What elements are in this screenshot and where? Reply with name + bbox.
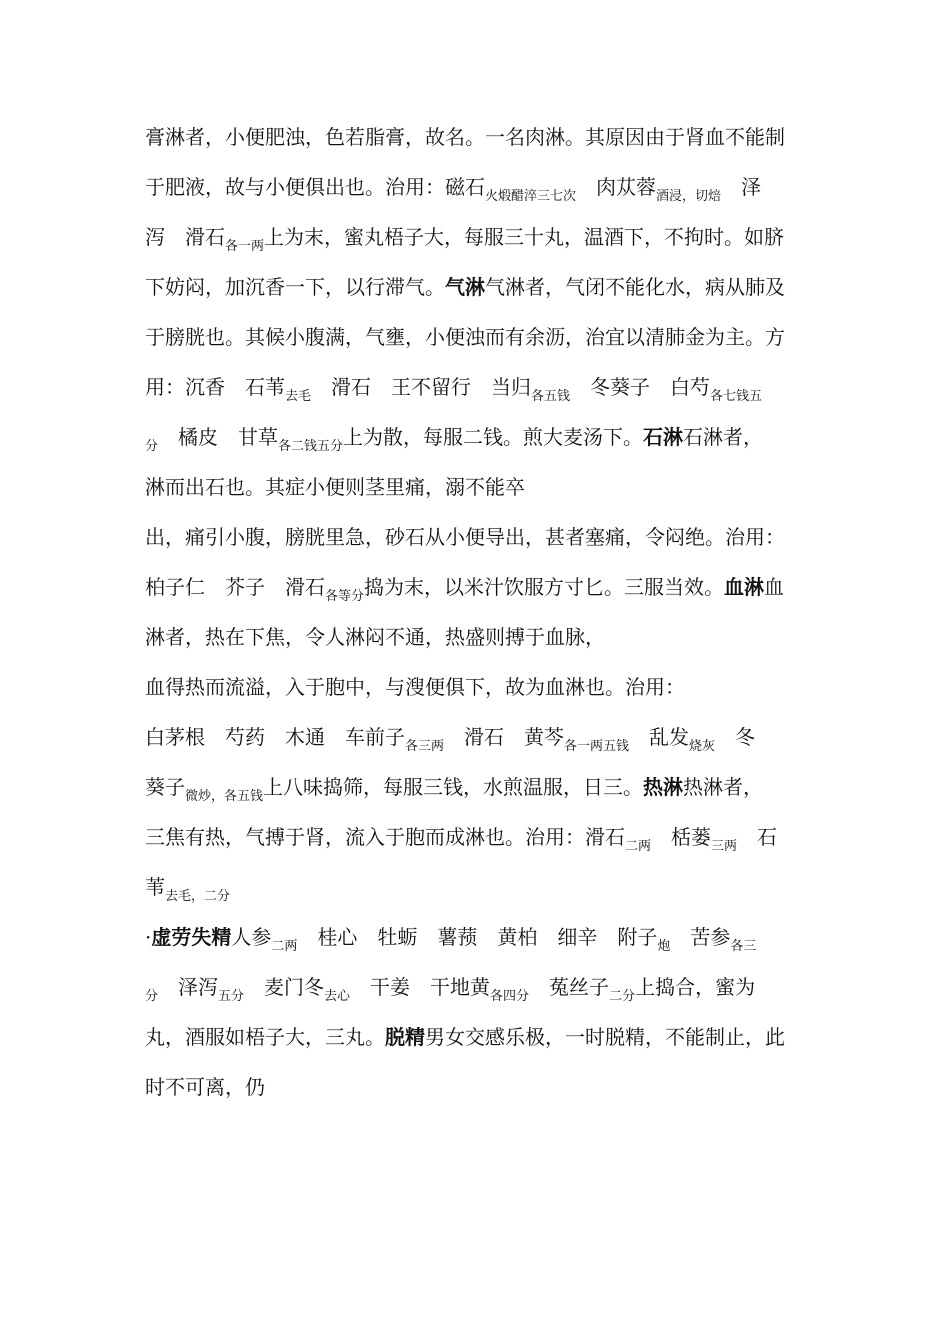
text-run: 菟丝子 (529, 975, 610, 999)
annotation-note: 微炒，各五钱 (185, 789, 264, 804)
annotation-note: 各二钱五分 (278, 439, 344, 454)
annotation-note: 二分 (609, 989, 636, 1004)
text-run: 三焦有热，气搏于肾，流入于胞而成淋也。治用：滑石 (145, 825, 625, 849)
text-line (145, 872, 230, 912)
text-line (145, 722, 755, 762)
text-line (145, 322, 785, 352)
annotation-note: 各七钱五 (710, 389, 763, 404)
annotation-note: 分 (145, 439, 159, 454)
text-line (145, 572, 784, 612)
text-run: 泻 滑石 (145, 225, 225, 249)
text-line (145, 922, 756, 962)
text-line (145, 472, 525, 502)
text-run: 人参 (231, 925, 272, 949)
text-run: 男女交感乐极，一时脱精，不能制止，此 (425, 1025, 785, 1049)
text-run: 膏淋者，小便肥浊，色若脂膏，故名。一名肉淋。其原因由于肾血不能制 (145, 125, 785, 149)
text-run: 冬 (715, 725, 756, 749)
text-run: 于肥液，故与小便俱出也。治用：磁石 (145, 175, 485, 199)
section-heading: 气淋 (445, 275, 485, 299)
text-run: 石 (737, 825, 778, 849)
text-line (145, 122, 785, 152)
text-line (145, 222, 784, 262)
text-line (145, 622, 605, 652)
text-run: 肉苁蓉 (576, 175, 657, 199)
annotation-note: 各等分 (325, 589, 365, 604)
annotation-note: 各四分 (490, 989, 530, 1004)
section-heading: 血淋 (724, 575, 765, 599)
annotation-note: 各五钱 (531, 389, 571, 404)
annotation-note: 二两 (625, 839, 652, 854)
text-line (145, 272, 785, 302)
text-run: 上捣合，蜜为 (635, 975, 756, 999)
section-heading: 石淋 (643, 425, 684, 449)
text-run: 泽 (721, 175, 762, 199)
text-run: 柏子仁 芥子 滑石 (145, 575, 325, 599)
annotation-note: 去毛，二分 (165, 889, 231, 904)
text-run: 热淋者， (683, 775, 764, 799)
annotation-note: 三两 (711, 839, 738, 854)
text-run: 血得热而流溢，入于胞中，与溲便俱下，故为血淋也。治用： (145, 675, 685, 699)
annotation-note: 各一两 (225, 239, 265, 254)
text-line (145, 972, 755, 1012)
text-line (145, 772, 763, 812)
text-run: 捣为末，以米汁饮服方寸匕。三服当效。 (364, 575, 725, 599)
text-run: 泽泻 (158, 975, 219, 999)
text-run: 石淋者， (683, 425, 764, 449)
annotation-note: 炮 (657, 939, 671, 954)
text-run: 乱发 (629, 725, 690, 749)
annotation-note: 酒浸，切焙 (656, 189, 722, 204)
text-run: 上为散，每服二钱。煎大麦汤下。 (343, 425, 644, 449)
text-run: 淋者，热在下焦，令人淋闷不通，热盛则搏于血脉， (145, 625, 605, 649)
annotation-note: 分 (145, 989, 159, 1004)
annotation-note: 五分 (218, 989, 245, 1004)
text-run: 桂心 牡蛎 薯蓣 黄柏 细辛 附子 (297, 925, 658, 949)
text-run: 下妨闷，加沉香一下，以行滞气。 (145, 275, 445, 299)
text-line (145, 1022, 785, 1052)
annotation-note: 各一两五钱 (564, 739, 630, 754)
text-run: 麦门冬 (244, 975, 325, 999)
text-run: 气淋者，气闭不能化水，病从肺及 (485, 275, 785, 299)
section-heading: 热淋 (643, 775, 684, 799)
text-line (145, 522, 785, 552)
text-run: 橘皮 甘草 (158, 425, 279, 449)
text-run: 时不可离，仍 (145, 1075, 265, 1099)
text-run: 淋而出石也。其症小便则茎里痛，溺不能卒 (145, 475, 525, 499)
annotation-note: 火煅醋淬三七次 (485, 189, 577, 204)
text-run: 上八味捣筛，每服三钱，水煎温服，日三。 (263, 775, 644, 799)
annotation-note: 去心 (324, 989, 351, 1004)
annotation-note: 二两 (271, 939, 298, 954)
text-run: 滑石 王不留行 当归 (311, 375, 532, 399)
text-run: 苦参 (670, 925, 731, 949)
text-line (145, 672, 685, 702)
text-run: 滑石 黄芩 (444, 725, 565, 749)
annotation-note: 去毛 (285, 389, 312, 404)
text-run: 出，痛引小腹，膀胱里急，砂石从小便导出，甚者塞痛，令闷绝。治用： (145, 525, 785, 549)
text-run: 用：沉香 石苇 (145, 375, 285, 399)
text-run: 血 (764, 575, 785, 599)
text-run: 干姜 干地黄 (350, 975, 491, 999)
text-line (145, 172, 761, 212)
section-heading: 虚劳失精 (151, 925, 232, 949)
text-run: 上为末，蜜丸梧子大，每服三十丸，温酒下，不拘时。如脐 (264, 225, 785, 249)
text-line (145, 372, 762, 412)
annotation-note: 烧灰 (689, 739, 716, 754)
section-heading: 脱精 (385, 1025, 425, 1049)
text-line (145, 1072, 265, 1102)
text-run: 白茅根 芍药 木通 车前子 (145, 725, 405, 749)
text-run: 丸，酒服如梧子大，三丸。 (145, 1025, 385, 1049)
text-run: 苇 (145, 875, 165, 899)
annotation-note: 各三两 (405, 739, 445, 754)
text-line (145, 822, 777, 862)
text-run: 于膀胱也。其候小腹满，气壅，小便浊而有余沥，治宜以清肺金为主。方 (145, 325, 785, 349)
text-run: 葵子 (145, 775, 185, 799)
text-run: · (145, 925, 152, 949)
text-run: 栝蒌 (651, 825, 712, 849)
text-line (145, 422, 763, 462)
annotation-note: 各三 (730, 939, 757, 954)
text-run: 冬葵子 白芍 (570, 375, 711, 399)
